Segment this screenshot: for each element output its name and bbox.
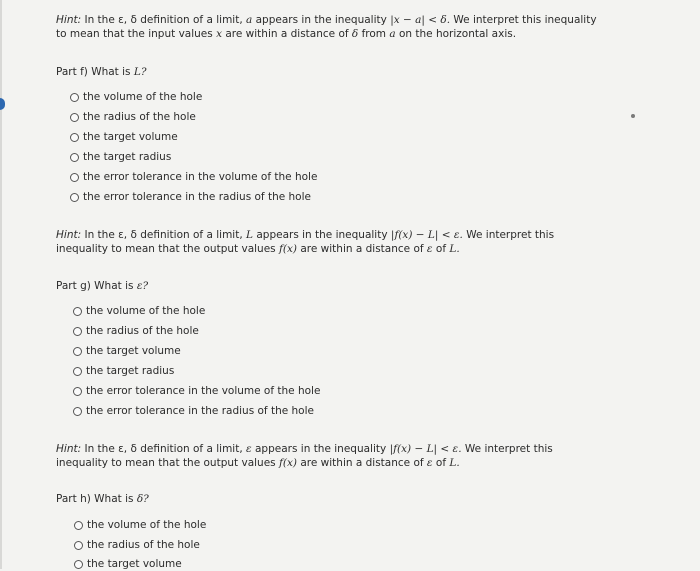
part-f-option-6[interactable]: the error tolerance in the radius of the hole	[70, 190, 311, 204]
radio-button[interactable]	[70, 133, 79, 142]
radio-button[interactable]	[73, 387, 82, 396]
hint-line-2: to mean that the input values x are within a distance of δ from a on the horizontal axis.	[56, 28, 517, 40]
part-g-option-5[interactable]: the error tolerance in the volume of the hole	[73, 384, 320, 398]
part-f-option-2[interactable]: the radius of the hole	[70, 110, 196, 124]
radio-button[interactable]	[73, 367, 82, 376]
part-f-option-5[interactable]: the error tolerance in the volume of the hole	[70, 170, 317, 184]
radio-button[interactable]	[70, 193, 79, 202]
radio-button[interactable]	[74, 560, 83, 569]
part-f-option-4[interactable]: the target radius	[70, 150, 171, 164]
part-f-option-3[interactable]: the target volume	[70, 130, 178, 144]
left-border	[0, 0, 2, 569]
hint-part-f	[56, 13, 597, 41]
hint-label: Hint:	[56, 14, 82, 26]
hint-line-1: Hint: In the ε, δ definition of a limit, L appears in the inequality |f(x) − L| < ε. We interpret this	[56, 229, 555, 241]
radio-button[interactable]	[73, 407, 82, 416]
hint-part-h	[56, 442, 553, 470]
radio-button[interactable]	[70, 113, 79, 122]
radio-button[interactable]	[70, 153, 79, 162]
hint-line-2: inequality to mean that the output values f(x) are within a distance of ε of L.	[56, 243, 460, 255]
radio-button[interactable]	[74, 541, 83, 550]
radio-button[interactable]	[70, 93, 79, 102]
part-g-option-6[interactable]: the error tolerance in the radius of the hole	[73, 404, 314, 418]
part-f-question: Part f) What is L?	[56, 66, 147, 78]
active-question-marker	[0, 98, 5, 110]
radio-button[interactable]	[74, 521, 83, 530]
part-f-option-1[interactable]: the volume of the hole	[70, 90, 202, 104]
hint-label: Hint:	[56, 229, 82, 241]
radio-button[interactable]	[73, 327, 82, 336]
part-g-option-1[interactable]: the volume of the hole	[73, 304, 205, 318]
hint-part-g	[56, 228, 554, 256]
part-h-question: Part h) What is δ?	[56, 493, 149, 505]
radio-button[interactable]	[70, 173, 79, 182]
part-h-option-2[interactable]: the radius of the hole	[74, 538, 200, 552]
hint-line-1: Hint: In the ε, δ definition of a limit, a appears in the inequality |x − a| < δ. We interpret this inequality	[56, 14, 597, 26]
cursor-mark	[631, 114, 635, 118]
part-h-option-3[interactable]: the target volume	[74, 557, 182, 571]
part-g-option-4[interactable]: the target radius	[73, 364, 174, 378]
radio-button[interactable]	[73, 347, 82, 356]
part-g-question: Part g) What is ε?	[56, 280, 149, 292]
part-h-option-1[interactable]: the volume of the hole	[74, 518, 206, 532]
part-g-option-2[interactable]: the radius of the hole	[73, 324, 199, 338]
hint-line-1: Hint: In the ε, δ definition of a limit, ε appears in the inequality |f(x) − L| < ε. We interpret this	[56, 443, 553, 455]
hint-label: Hint:	[56, 443, 82, 455]
hint-line-2: inequality to mean that the output values f(x) are within a distance of ε of L.	[56, 457, 460, 469]
radio-button[interactable]	[73, 307, 82, 316]
part-g-option-3[interactable]: the target volume	[73, 344, 181, 358]
